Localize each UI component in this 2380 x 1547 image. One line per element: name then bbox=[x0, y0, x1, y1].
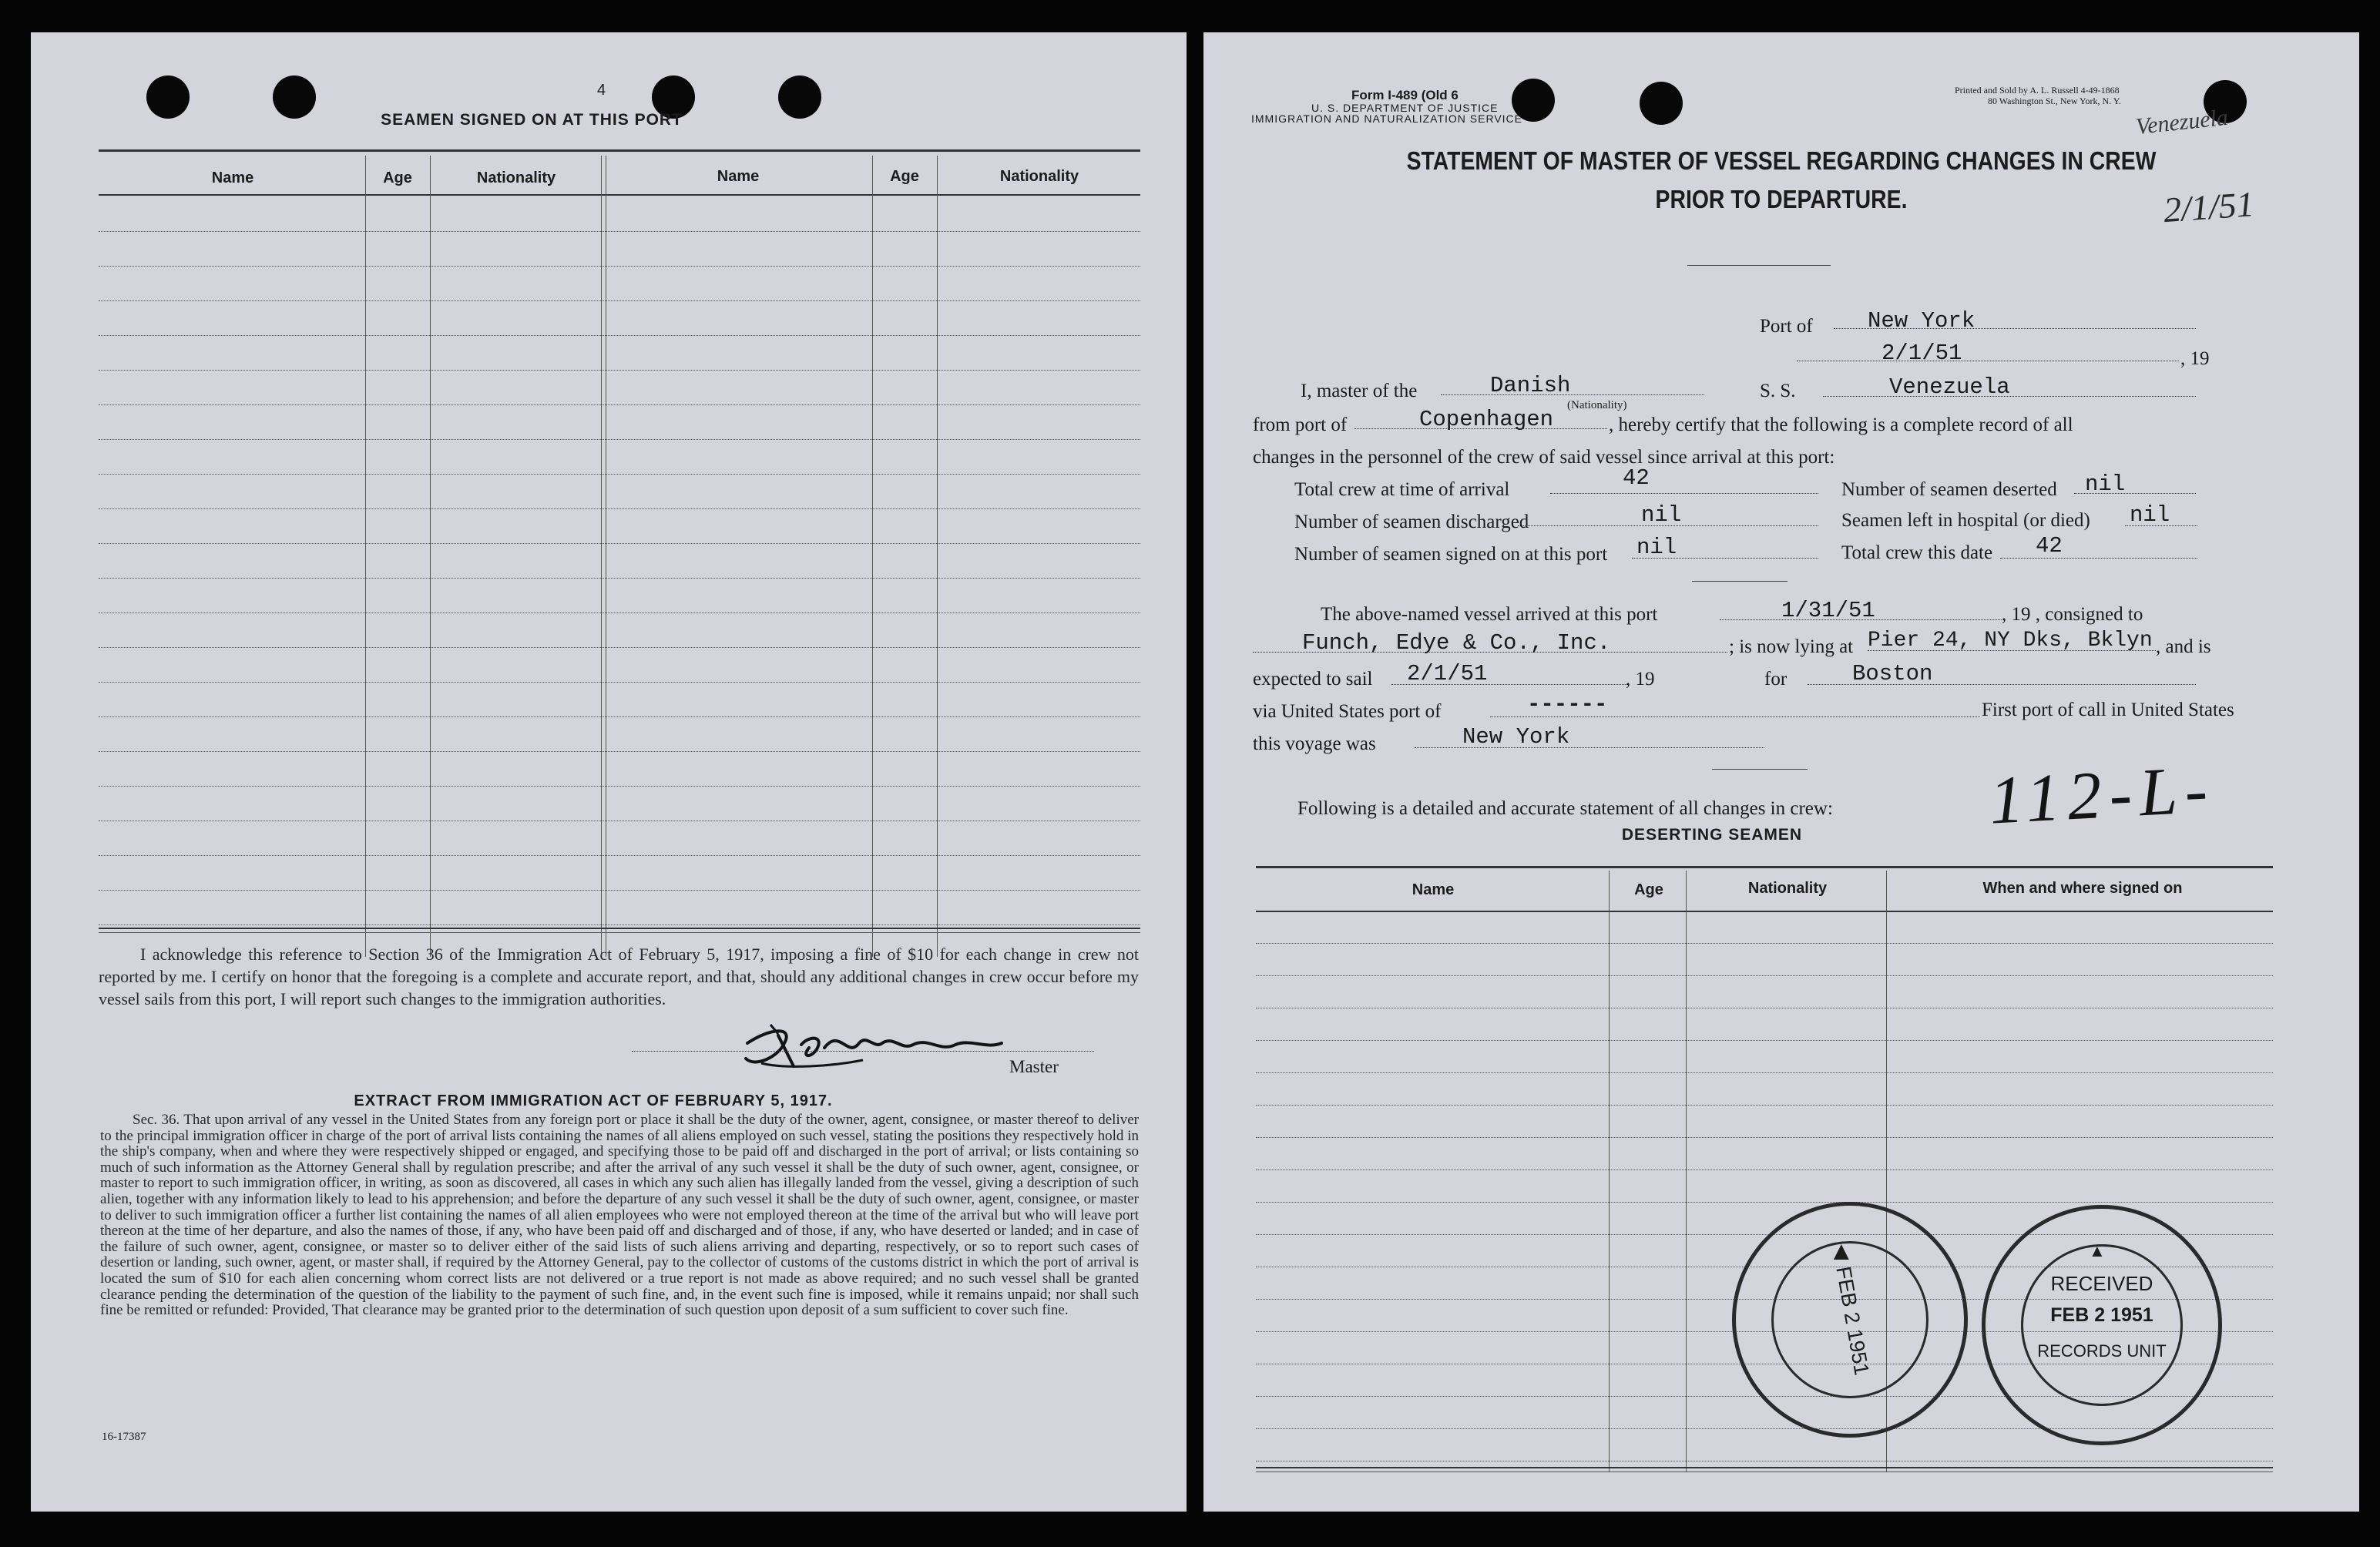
vessel-underline bbox=[1823, 396, 2196, 397]
and-is-text: , and is bbox=[2156, 636, 2211, 657]
sail-underline bbox=[1391, 684, 1627, 685]
sail-value: 2/1/51 bbox=[1407, 661, 1488, 686]
from-port-label: from port of bbox=[1253, 414, 1348, 435]
signed-on-value: nil bbox=[1636, 535, 1677, 560]
consignee-value: Funch, Edye & Co., Inc. bbox=[1302, 630, 1611, 656]
port-label: Port of bbox=[1760, 316, 1813, 337]
table-top-border bbox=[99, 149, 1140, 152]
column-divider bbox=[430, 156, 431, 957]
table-bottom-border bbox=[1256, 1471, 2273, 1472]
department-line: U. S. DEPARTMENT OF JUSTICE bbox=[1311, 102, 1499, 114]
arrived-label: The above-named vessel arrived at this port bbox=[1321, 604, 1658, 625]
nationality-value: Danish bbox=[1490, 373, 1571, 398]
port-underline bbox=[1834, 328, 2196, 329]
column-header-nationality: Nationality bbox=[999, 168, 1079, 185]
table-bottom-border bbox=[99, 932, 1140, 933]
total-crew-date-underline bbox=[2000, 558, 2197, 559]
table-row-line bbox=[1256, 1105, 2273, 1106]
punch-hole bbox=[146, 76, 190, 119]
punch-hole bbox=[1640, 82, 1683, 125]
via-label: via United States port of bbox=[1253, 701, 1442, 722]
discharged-value: nil bbox=[1641, 502, 1682, 528]
extract-title: EXTRACT FROM IMMIGRATION ACT OF FEBRUARY 5, 1917. bbox=[354, 1092, 833, 1109]
hospital-value: nil bbox=[2130, 502, 2170, 528]
column-header-nationality: Nationality bbox=[1747, 880, 1828, 897]
column-header-age: Age bbox=[383, 169, 412, 186]
table-row-line bbox=[1256, 1072, 2273, 1073]
table-row-line bbox=[1256, 1202, 2273, 1203]
printer-line: Printed and Sold by A. L. Russell 4-49-1868 bbox=[1955, 85, 2120, 96]
for-underline bbox=[1808, 684, 2196, 685]
column-header-age: Age bbox=[1634, 881, 1663, 898]
table-row-line bbox=[99, 578, 1140, 579]
column-header-nationality: Nationality bbox=[476, 169, 556, 186]
table-row-line bbox=[1256, 1040, 2273, 1041]
table-row-line bbox=[99, 231, 1140, 232]
section-rule bbox=[1692, 581, 1788, 582]
left-page bbox=[31, 32, 1187, 1512]
voyage-underline bbox=[1415, 747, 1764, 748]
form-number: Form I-489 (Old 6 bbox=[1351, 88, 1459, 102]
table-row-line bbox=[99, 612, 1140, 613]
table-row-line bbox=[99, 439, 1140, 440]
for-label: for bbox=[1764, 669, 1788, 690]
total-crew-date-value: 42 bbox=[2036, 533, 2063, 559]
table-row-line bbox=[99, 682, 1140, 683]
handwritten-ship-note: Venezuela bbox=[2134, 104, 2230, 140]
handwritten-date-note: 2/1/51 bbox=[2162, 183, 2256, 230]
hospital-underline bbox=[2125, 525, 2197, 526]
handwritten-file-code: 112-L- bbox=[1987, 752, 2217, 839]
column-divider bbox=[1609, 871, 1610, 1471]
table-row-line bbox=[99, 855, 1140, 856]
column-header-name: Name bbox=[211, 169, 254, 186]
column-divider bbox=[872, 156, 873, 957]
table-row-line bbox=[99, 543, 1140, 544]
table-row-line bbox=[99, 786, 1140, 787]
total-crew-arrival-underline bbox=[1550, 493, 1818, 494]
form-title-line2: PRIOR TO DEPARTURE. bbox=[1655, 185, 1908, 213]
table-row-line bbox=[99, 716, 1140, 717]
form-title-line1: STATEMENT OF MASTER OF VESSEL REGARDING CHANGES IN CREW bbox=[1406, 146, 2157, 175]
voyage-value: New York bbox=[1462, 724, 1570, 750]
table-row-line bbox=[99, 474, 1140, 475]
table-row-line bbox=[99, 751, 1140, 752]
column-header-when-where: When and where signed on bbox=[1982, 880, 2183, 897]
printer-line: 80 Washington St., New York, N. Y. bbox=[1988, 96, 2121, 106]
left-page-title: SEAMEN SIGNED ON AT THIS PORT bbox=[381, 111, 683, 129]
from-port-value: Copenhagen bbox=[1419, 407, 1554, 432]
table-row-line bbox=[99, 300, 1140, 301]
table-row-line bbox=[99, 370, 1140, 371]
table-row-line bbox=[1256, 1137, 2273, 1138]
column-divider bbox=[365, 156, 366, 957]
deserted-value: nil bbox=[2085, 471, 2126, 497]
table-row-line bbox=[99, 266, 1140, 267]
column-header-name: Name bbox=[717, 168, 760, 185]
nationality-underline bbox=[1441, 394, 1704, 395]
table-row-line bbox=[99, 335, 1140, 336]
signed-on-label: Number of seamen signed on at this port bbox=[1294, 544, 1608, 565]
nationality-caption: (Nationality) bbox=[1567, 399, 1627, 411]
page-number: 4 bbox=[597, 82, 606, 99]
discharged-label: Number of seamen discharged bbox=[1294, 512, 1529, 532]
table-bottom-border bbox=[99, 928, 1140, 929]
deserted-label: Number of seamen deserted bbox=[1841, 479, 2057, 500]
changes-text: changes in the personnel of the crew of said vessel since arrival at this port: bbox=[1253, 447, 1835, 468]
records-unit-stamp: ▲ RECEIVED FEB 2 1951 RECORDS UNIT bbox=[1982, 1205, 2222, 1445]
consigned-text: , 19 , consigned to bbox=[2002, 604, 2143, 625]
total-crew-arrival-label: Total crew at time of arrival bbox=[1294, 479, 1510, 500]
table-row-line bbox=[1256, 943, 2273, 944]
extract-text: Sec. 36. That upon arrival of any vessel in the United States from any foreign port or place it shall be the duty of the owner, agent, consignee, or master thereof to deliver to the principal immigration officer in charge of the port of arrival lists containing the names of all aliens employed on such vessel, stating the positions they respectively hold in the ship's company, when and where they were respectively shipped or engaged, and specifying those to be paid off and discharged in the port of arrival; or lists containing so much of such information as the Attorney General shall by regulation prescribe; and after the arrival of any such vessel it shall be the duty of such owner, agent, consignee, or master to report to such immigration officer, in writing, as soon as discovered, all cases in which any such alien has illegally landed from the vessel, giving a description of such alien, together with any information likely to lead to his apprehension; and before the departure of any such vessel it shall be the duty of such owner, agent, consignee, or master to deliver to such immigration officer a further list containing the names of all alien employees who were not employed thereon at the time of the arrival but who will leave port thereon at the time of her departure, and also the names of those, if any, who have been paid off and discharged and of those, if any, who have deserted or landed; and in case of the failure of such owner, agent, consignee, or master so to deliver either of the said lists of such aliens arriving and departing, respectively, or so to report such cases of desertion or landing, such owner, agent, or master shall, if required by the Attorney General, pay to the collector of customs of the customs district in which the port of arrival is located the sum of $10 for each alien concerning whom correct lists are not delivered or a true report is not made as above required; and no such vessel shall be granted clearance pending the determination of the question of the liability to the payment of such fine, and, in the event such fine is imposed, while it remains unpaid; nor shall such fine be remitted or refunded: Provided, That clearance may be granted prior to the determination of such question upon deposit of a sum sufficient to cover such fine. bbox=[100, 1112, 1139, 1319]
total-crew-date-label: Total crew this date bbox=[1841, 542, 1993, 563]
table-row-line bbox=[99, 508, 1140, 509]
column-divider bbox=[601, 156, 602, 957]
acknowledgment-text: I acknowledge this reference to Section 36 of the Immigration Act of February 5, 1917, imposing a fine of $10 for each change in crew not reported by me. I certify on honor that the foregoing is a complete and accurate report, and that, should any additional changes in crew occur before my vessel sails from this port, I will report such changes to the immigration authorities. bbox=[99, 945, 1139, 1008]
consignee-underline bbox=[1253, 652, 1727, 653]
via-underline bbox=[1490, 716, 1980, 717]
vessel-value: Venezuela bbox=[1889, 374, 2010, 400]
hospital-label: Seamen left in hospital (or died) bbox=[1841, 510, 2090, 531]
master-label: Master bbox=[1009, 1057, 1059, 1076]
date-year: , 19 bbox=[2180, 348, 2210, 369]
for-value: Boston bbox=[1852, 661, 1933, 686]
arrived-underline bbox=[1720, 619, 2002, 620]
lying-label: ; is now lying at bbox=[1729, 636, 1854, 657]
total-crew-arrival-value: 42 bbox=[1623, 465, 1650, 491]
column-header-name: Name bbox=[1412, 881, 1455, 898]
table-row-line bbox=[99, 647, 1140, 648]
form-code: 16-17387 bbox=[102, 1431, 146, 1443]
via-value: ------ bbox=[1527, 692, 1608, 717]
discharged-underline bbox=[1518, 525, 1818, 526]
punch-hole bbox=[778, 76, 821, 119]
table-row-line bbox=[99, 890, 1140, 891]
stamp-date: FEB 2 1951 bbox=[1831, 1264, 1874, 1378]
certify-text: , hereby certify that the following is a complete record of all bbox=[1609, 414, 2073, 435]
title-rule bbox=[1687, 265, 1831, 266]
stamp-date: FEB 2 1951 bbox=[2050, 1304, 2153, 1326]
signed-on-underline bbox=[1632, 558, 1818, 559]
table-row-line bbox=[1256, 1169, 2273, 1170]
immigration-stamp: ▲ FEB 2 1951 bbox=[1732, 1202, 1968, 1438]
sail-label: expected to sail bbox=[1253, 669, 1373, 690]
table-row-line bbox=[99, 404, 1140, 405]
first-port-label: First port of call in United States bbox=[1982, 700, 2234, 720]
column-divider bbox=[937, 156, 938, 957]
right-page bbox=[1203, 32, 2359, 1512]
voyage-label: this voyage was bbox=[1253, 733, 1376, 754]
arrived-value: 1/31/51 bbox=[1781, 598, 1875, 623]
port-value: New York bbox=[1868, 308, 1976, 334]
lying-value: Pier 24, NY Dks, Bklyn bbox=[1868, 629, 2153, 653]
master-of-label: I, master of the bbox=[1301, 381, 1418, 401]
table-bottom-border bbox=[1256, 1467, 2273, 1468]
column-header-age: Age bbox=[890, 168, 919, 185]
date-value: 2/1/51 bbox=[1882, 341, 1962, 366]
table-row-line bbox=[99, 820, 1140, 821]
from-port-underline bbox=[1354, 428, 1607, 429]
section-rule bbox=[1712, 769, 1808, 770]
table-row-line bbox=[1256, 975, 2273, 976]
sail-year: , 19 bbox=[1626, 669, 1655, 690]
signature-line bbox=[632, 1051, 1094, 1052]
ss-label: S. S. bbox=[1760, 381, 1796, 401]
table-header-border bbox=[99, 194, 1140, 196]
deserting-title: DESERTING SEAMEN bbox=[1621, 826, 1803, 844]
column-divider bbox=[1686, 871, 1687, 1471]
deserted-underline bbox=[2074, 493, 2196, 494]
following-text: Following is a detailed and accurate statement of all changes in crew: bbox=[1297, 798, 1833, 819]
stamp-received: RECEIVED bbox=[2050, 1272, 2153, 1295]
table-header-border bbox=[1256, 911, 2273, 912]
master-signature bbox=[724, 1012, 1048, 1074]
lying-underline bbox=[1868, 650, 2156, 651]
stamp-records-unit: RECORDS UNIT bbox=[2037, 1341, 2167, 1361]
table-top-border bbox=[1256, 866, 2273, 868]
service-line: IMMIGRATION AND NATURALIZATION SERVICE bbox=[1251, 112, 1522, 125]
